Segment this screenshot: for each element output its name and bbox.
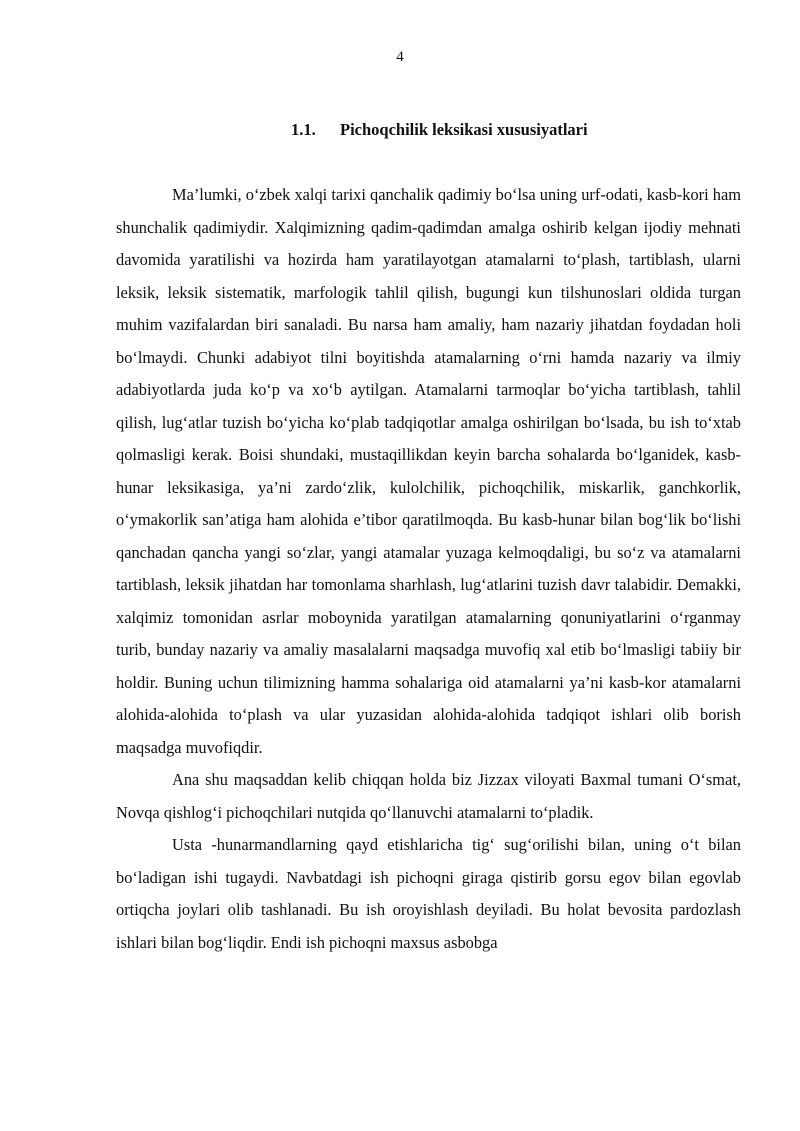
page-number: 4	[396, 49, 404, 65]
paragraph-1: Ma’lumki, o‘zbek xalqi tarixi qanchalik qadimiy bo‘lsa uning urf-odati, kasb-kori ham shunchalik qadimiydir. Xalqimizning qadim-qadimdan amalga oshirib kelgan ijodiy mehnati davomida yaratilishi va hozirda ham yaratilayotgan atamalarni to‘plash, tartiblash, ularni leksik, leksik sistematik, marfologik tahlil qilish, bugungi kun tilshunoslari oldida turgan muhim vazifalardan biri sanaladi. Bu narsa ham amaliy, ham nazariy jihatdan foydadan holi bo‘lmaydi. Chunki adabiyot tilni boyitishda atamalarning o‘rni hamda nazariy va ilmiy adabiyotlarda juda ko‘p va xo‘b aytilgan. Atamalarni tarmoqlar bo‘yicha tartiblash, tahlil qilish, lug‘atlar tuzish bo‘yicha ko‘plab tadqiqotlar amalga oshirilgan bo‘lsada, bu ish to‘xtab qolmasligi kerak. Boisi shundaki, mustaqillikdan keyin barcha sohalarda bo‘lganidek, kasb-hunar leksikasiga, ya’ni zardo‘zlik, kulolchilik, pichoqchilik, miskarlik, ganchkorlik, o‘ymakorlik san’atiga ham alohida e’tibor qaratilmoqda. Bu kasb-hunar bilan bog‘lik bo‘lishi qanchadan qancha yangi so‘zlar, yangi atamalar yuzaga kelmoqdaligi, bu so‘z va atamalarni tartiblash, leksik jihatdan har tomonlama sharhlash, lug‘atlarini tuzish davr talabidir. Demakki, xalqimiz tomonidan asrlar moboynida yaratilgan atamalarning qonuniyatlarini o‘rganmay turib, bunday nazariy va amaliy masalalarni maqsadga muvofiq xal etib bo‘lmasligi tabiiy bir holdir. Buning uchun tilimizning hamma sohalariga oid atamalarni ya’ni kasb-kor atamalarni alohida-alohida to‘plash va ular yuzasidan alohida-alohida tadqiqot ishlari olib borish maqsadga muvofiqdir.	[116, 185, 741, 757]
section-title: Pichoqchilik leksikasi xususiyatlari	[340, 120, 588, 139]
paragraph-2: Ana shu maqsaddan kelib chiqqan holda biz Jizzax viloyati Baxmal tumani O‘smat, Novqa qishlog‘i pichoqchilari nutqida qo‘llanuvchi atamalarni to‘pladik.	[116, 770, 741, 822]
section-number: 1.1.	[291, 120, 316, 139]
body-text	[116, 179, 741, 959]
paragraph-3: Usta -hunarmandlarning qayd etishlaricha tig‘ sug‘orilishi bilan, uning o‘t bilan bo‘ladigan ishi tugaydi. Navbatdagi ish pichoqni giraga qistirib gorsu egov bilan egovlab ortiqcha joylari olib tashlanadi. Bu ish oroyishlash deyiladi. Bu holat bevosita pardozlash ishlari bilan bog‘liqdir. Endi ish pichoqni maxsus asbobga	[116, 835, 741, 952]
section-heading	[291, 119, 588, 141]
